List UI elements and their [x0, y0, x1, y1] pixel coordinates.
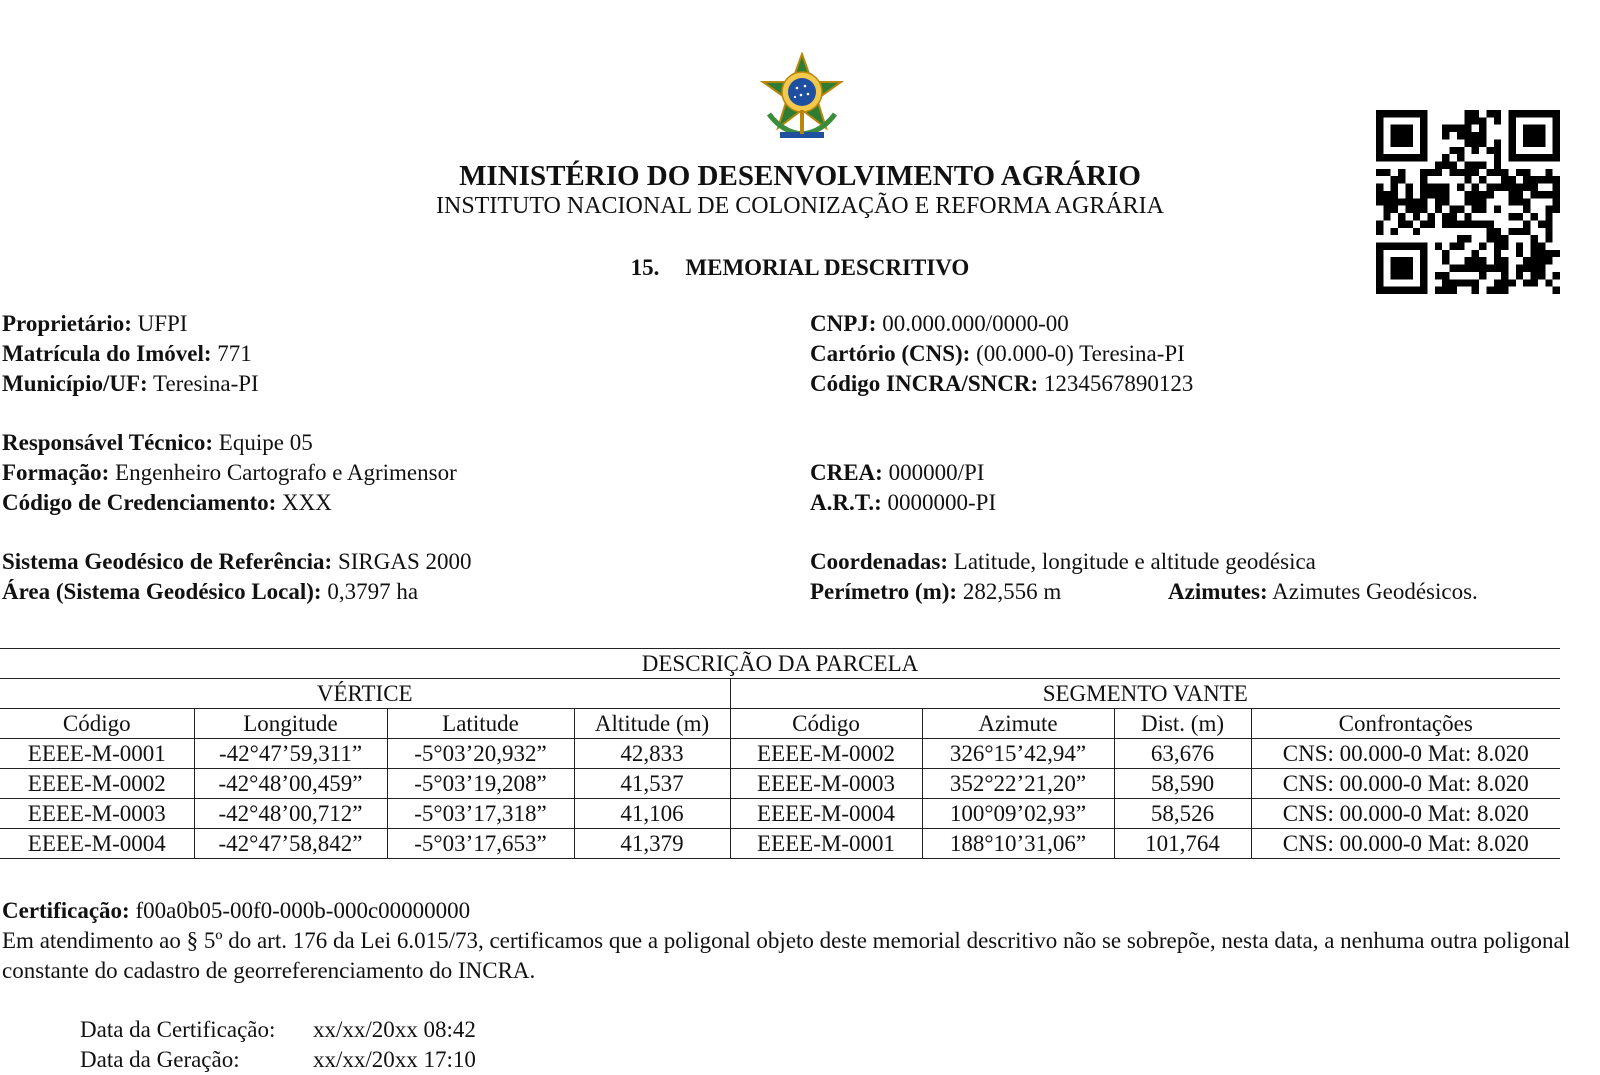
field-value: SIRGAS 2000 — [337, 549, 472, 574]
table-cell: 63,676 — [1114, 739, 1251, 769]
table-cell: EEEE-M-0001 — [0, 739, 194, 769]
data-certificacao-value: xx/xx/20xx 08:42 — [313, 1017, 476, 1042]
tech-info-right — [810, 458, 996, 518]
institute-title: INSTITUTO NACIONAL DE COLONIZAÇÃO E REFORMA AGRÁRIA — [436, 193, 1164, 219]
group-header-segmento: SEGMENTO VANTE — [730, 679, 1560, 709]
table-cell: CNS: 00.000-0 Mat: 8.020 — [1251, 769, 1560, 799]
table-cell: 42,833 — [574, 739, 730, 769]
table-row — [0, 799, 1560, 829]
field-value: (00.000-0) Teresina-PI — [976, 341, 1185, 366]
parcel-table — [0, 648, 1560, 859]
field-label: Azimutes: — [1168, 579, 1268, 604]
table-cell: CNS: 00.000-0 Mat: 8.020 — [1251, 829, 1560, 859]
field-label: Responsável Técnico: — [2, 430, 214, 455]
table-cell: -42°47’58,842” — [194, 829, 387, 859]
section-name: MEMORIAL DESCRITIVO — [685, 255, 970, 280]
section-number: 15. — [630, 255, 660, 280]
art-line — [810, 488, 996, 518]
credenciamento-line — [2, 488, 457, 518]
field-value: Teresina-PI — [153, 371, 259, 396]
field-value: Latitude, longitude e altitude geodésica — [953, 549, 1316, 574]
column-header: Longitude — [194, 709, 387, 739]
data-certificacao-label: Data da Certificação: — [80, 1017, 276, 1042]
field-value: 000000/PI — [888, 460, 985, 485]
table-cell: EEEE-M-0004 — [730, 799, 922, 829]
formacao-line — [2, 458, 457, 488]
field-label: Proprietário: — [2, 311, 132, 336]
field-label: Matrícula do Imóvel: — [2, 341, 212, 366]
field-value: 282,556 m — [962, 579, 1062, 604]
column-header: Dist. (m) — [1114, 709, 1251, 739]
tech-info-left — [2, 428, 457, 518]
field-label: Cartório (CNS): — [810, 341, 971, 366]
certification-line — [2, 896, 470, 926]
field-label: Formação: — [2, 460, 110, 485]
column-header: Latitude — [387, 709, 574, 739]
certification-code: f00a0b05-00f0-000b-000c00000000 — [135, 898, 471, 923]
table-cell: EEEE-M-0004 — [0, 829, 194, 859]
table-cell: 188°10’31,06” — [922, 829, 1114, 859]
field-label: Certificação: — [2, 898, 130, 923]
matricula-line — [2, 339, 259, 369]
table-title: DESCRIÇÃO DA PARCELA — [0, 649, 1560, 679]
field-label: Código de Credenciamento: — [2, 490, 277, 515]
field-label: CREA: — [810, 460, 883, 485]
field-value: 1234567890123 — [1043, 371, 1194, 396]
municipio-line — [2, 369, 259, 399]
table-cell: -5°03’17,318” — [387, 799, 574, 829]
field-value: 771 — [217, 341, 252, 366]
sistema-line — [2, 547, 472, 577]
table-row — [0, 769, 1560, 799]
table-cell: CNS: 00.000-0 Mat: 8.020 — [1251, 739, 1560, 769]
responsavel-line — [2, 428, 457, 458]
table-cell: -42°48’00,712” — [194, 799, 387, 829]
data-geracao-value: xx/xx/20xx 17:10 — [313, 1047, 476, 1072]
table-cell: 41,537 — [574, 769, 730, 799]
field-value: Engenheiro Cartografo e Agrimensor — [115, 460, 457, 485]
table-cell: -5°03’19,208” — [387, 769, 574, 799]
column-header: Código — [0, 709, 194, 739]
field-value: Azimutes Geodésicos. — [1272, 579, 1478, 604]
field-value: 0,3797 ha — [327, 579, 419, 604]
proprietario-line — [2, 309, 259, 339]
field-value: 00.000.000/0000-00 — [882, 311, 1069, 336]
column-header: Confrontações — [1251, 709, 1560, 739]
cartorio-line — [810, 339, 1193, 369]
table-cell: 326°15’42,94” — [922, 739, 1114, 769]
section-title — [0, 255, 1600, 281]
geo-info-left — [2, 547, 472, 607]
field-value: 0000000-PI — [887, 490, 997, 515]
coordenadas-line — [810, 547, 1316, 577]
table-cell: EEEE-M-0001 — [730, 829, 922, 859]
table-cell: EEEE-M-0002 — [0, 769, 194, 799]
table-cell: 100°09’02,93” — [922, 799, 1114, 829]
field-label: Código INCRA/SNCR: — [810, 371, 1039, 396]
field-label: Área (Sistema Geodésico Local): — [2, 579, 322, 604]
table-cell: CNS: 00.000-0 Mat: 8.020 — [1251, 799, 1560, 829]
incra-line — [810, 369, 1193, 399]
crea-line — [810, 458, 996, 488]
table-row — [0, 739, 1560, 769]
table-cell: -42°48’00,459” — [194, 769, 387, 799]
field-label: Coordenadas: — [810, 549, 949, 574]
certification-text: Em atendimento ao § 5º do art. 176 da Lei 6.015/73, certificamos que a poligonal objeto deste memorial descritivo não se sobrepõe, nesta data, a nenhuma outra poligonal constante do cadastro de georreferenciamento do INCRA. — [2, 928, 1571, 983]
table-cell: EEEE-M-0003 — [0, 799, 194, 829]
column-header: Código — [730, 709, 922, 739]
field-label: Perímetro (m): — [810, 579, 958, 604]
field-label: CNPJ: — [810, 311, 877, 336]
owner-info-left — [2, 309, 259, 399]
table-cell: 58,526 — [1114, 799, 1251, 829]
field-label: Sistema Geodésico de Referência: — [2, 549, 333, 574]
table-cell: EEEE-M-0003 — [730, 769, 922, 799]
table-cell: 41,379 — [574, 829, 730, 859]
table-cell: -5°03’20,932” — [387, 739, 574, 769]
table-cell: 101,764 — [1114, 829, 1251, 859]
data-geracao-label: Data da Geração: — [80, 1047, 240, 1072]
table-row — [0, 829, 1560, 859]
brazil-coat-of-arms-icon — [757, 52, 847, 142]
column-header: Azimute — [922, 709, 1114, 739]
cnpj-line — [810, 309, 1193, 339]
field-value: Equipe 05 — [218, 430, 313, 455]
owner-info-right — [810, 309, 1193, 399]
field-label: Município/UF: — [2, 371, 148, 396]
column-header: Altitude (m) — [574, 709, 730, 739]
azimutes-line — [1168, 577, 1478, 607]
table-cell: EEEE-M-0002 — [730, 739, 922, 769]
table-cell: 58,590 — [1114, 769, 1251, 799]
field-value: UFPI — [137, 311, 188, 336]
area-line — [2, 577, 472, 607]
ministry-title: MINISTÉRIO DO DESENVOLVIMENTO AGRÁRIO — [459, 160, 1141, 192]
table-cell: -5°03’17,653” — [387, 829, 574, 859]
table-cell: 352°22’21,20” — [922, 769, 1114, 799]
table-cell: 41,106 — [574, 799, 730, 829]
table-cell: -42°47’59,311” — [194, 739, 387, 769]
group-header-vertice: VÉRTICE — [0, 679, 730, 709]
field-label: A.R.T.: — [810, 490, 882, 515]
field-value: XXX — [282, 490, 332, 515]
